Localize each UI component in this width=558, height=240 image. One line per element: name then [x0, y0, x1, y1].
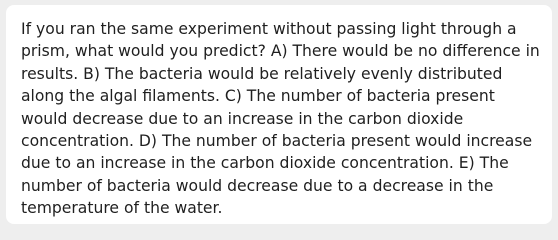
- question-text: If you ran the same experiment without passing light through a prism, what would you predict? A) There would be no difference in results. B) The bacteria would be relatively evenly distributed along the algal filaments. C) The number of bacteria present would decrease due to an increase in the carbon dioxide concentration. D) The number of bacteria present would increase due to an increase in the carbon dioxide concentration. E) The number of bacteria would decrease due to a decrease in the temperature of the water.: [21, 20, 540, 218]
- question-card: [6, 5, 552, 224]
